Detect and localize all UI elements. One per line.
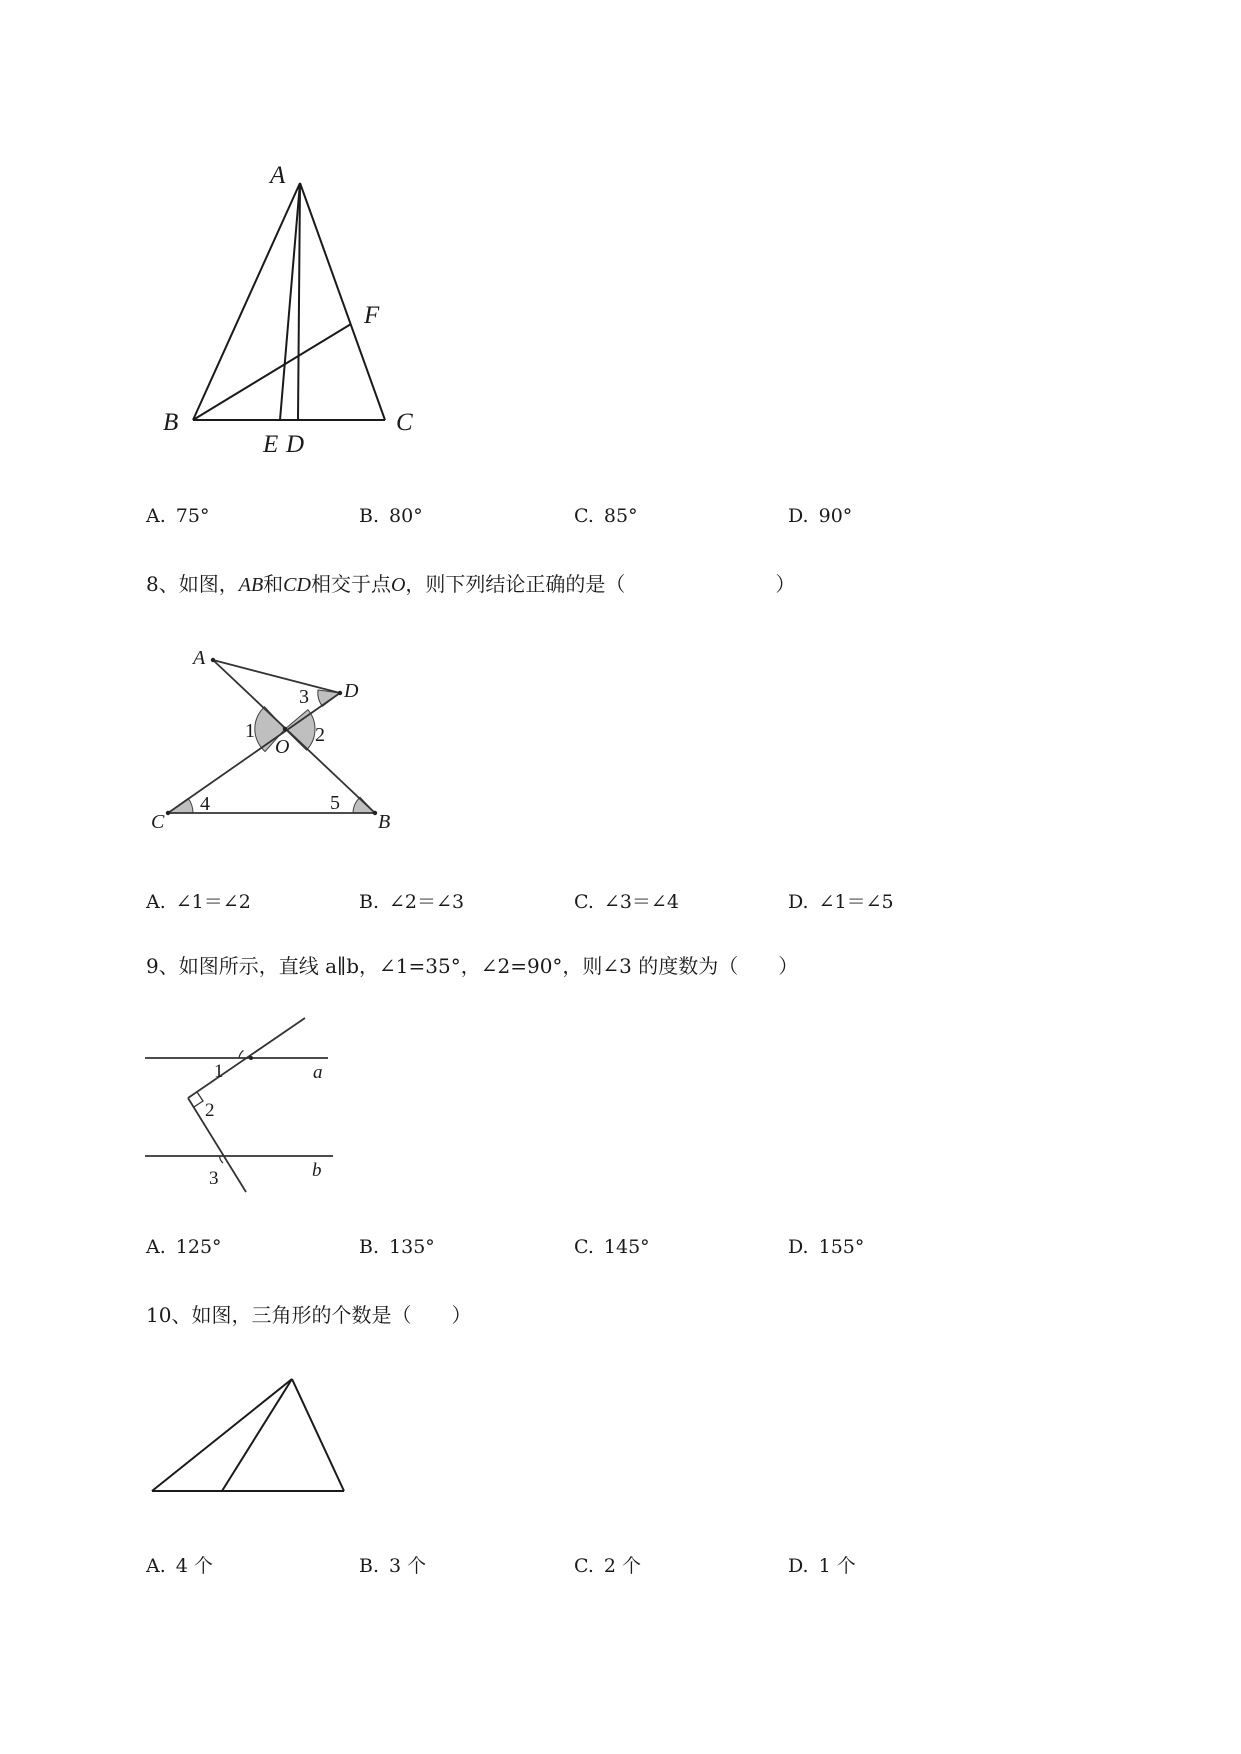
option-b: B. 80° [359, 505, 423, 527]
options-q10 [146, 1551, 1046, 1581]
line-cd [168, 693, 340, 813]
segment-bf [193, 324, 351, 420]
triangles-figure [145, 1370, 360, 1500]
option-d: D. 155° [788, 1236, 865, 1258]
label-o: O [275, 736, 290, 758]
segment-ad [298, 183, 300, 420]
intersecting-lines-figure [145, 640, 405, 840]
angle-2-mark [194, 1092, 203, 1107]
angle-2-arc [285, 710, 315, 750]
option-c: C. ∠3＝∠4 [574, 891, 679, 913]
option-d: D. 1 个 [788, 1555, 856, 1577]
label-b: B [378, 811, 391, 833]
option-b: B. 3 个 [359, 1555, 427, 1577]
angle-label-3: 3 [299, 686, 309, 708]
label-b: b [312, 1160, 322, 1181]
option-b: B. 135° [359, 1236, 435, 1258]
triangle-abc-figure [150, 150, 440, 470]
parallel-lines-figure [140, 1010, 340, 1200]
label-a: A [193, 647, 206, 669]
angle-label-5: 5 [330, 792, 340, 814]
question-8: 8、如图，AB和CD相交于点O，则下列结论正确的是（ ） [146, 572, 796, 596]
option-a: A. 4 个 [146, 1555, 213, 1577]
label-c: C [396, 409, 413, 436]
option-a: A. 125° [146, 1236, 222, 1258]
options-q8 [146, 887, 1046, 917]
angle-label-4: 4 [200, 793, 210, 815]
angle-label-2: 2 [205, 1100, 215, 1121]
label-c: C [151, 811, 165, 833]
options-q7 [146, 505, 1046, 535]
angle-3-arc [220, 1156, 224, 1163]
option-b: B. ∠2＝∠3 [359, 891, 465, 913]
label-b: B [163, 409, 179, 436]
option-d: D. ∠1＝∠5 [788, 891, 894, 913]
label-f: F [364, 302, 380, 329]
label-a: A [270, 162, 286, 189]
angle-label-2: 2 [315, 724, 325, 746]
label-d: D [286, 431, 305, 458]
option-d: D. 90° [788, 505, 853, 527]
question-10: 10、如图，三角形的个数是（ ） [146, 1303, 472, 1327]
angle-1-arc [239, 1050, 243, 1058]
angle-label-1: 1 [245, 720, 255, 742]
option-c: C. 85° [574, 505, 638, 527]
question-9: 9、如图所示，直线 a∥b，∠1=35°，∠2=90°，则∠3 的度数为（ ） [146, 954, 799, 978]
label-d: D [344, 680, 359, 702]
angle-label-3: 3 [209, 1168, 219, 1189]
label-a: a [313, 1062, 323, 1083]
option-a: A. ∠1＝∠2 [146, 891, 251, 913]
option-c: C. 2 个 [574, 1555, 642, 1577]
line-ad [213, 660, 340, 693]
label-e: E [263, 431, 279, 458]
option-c: C. 145° [574, 1236, 650, 1258]
options-q9 [146, 1236, 1046, 1266]
angle-label-1: 1 [214, 1061, 224, 1082]
option-a: A. 75° [146, 505, 210, 527]
